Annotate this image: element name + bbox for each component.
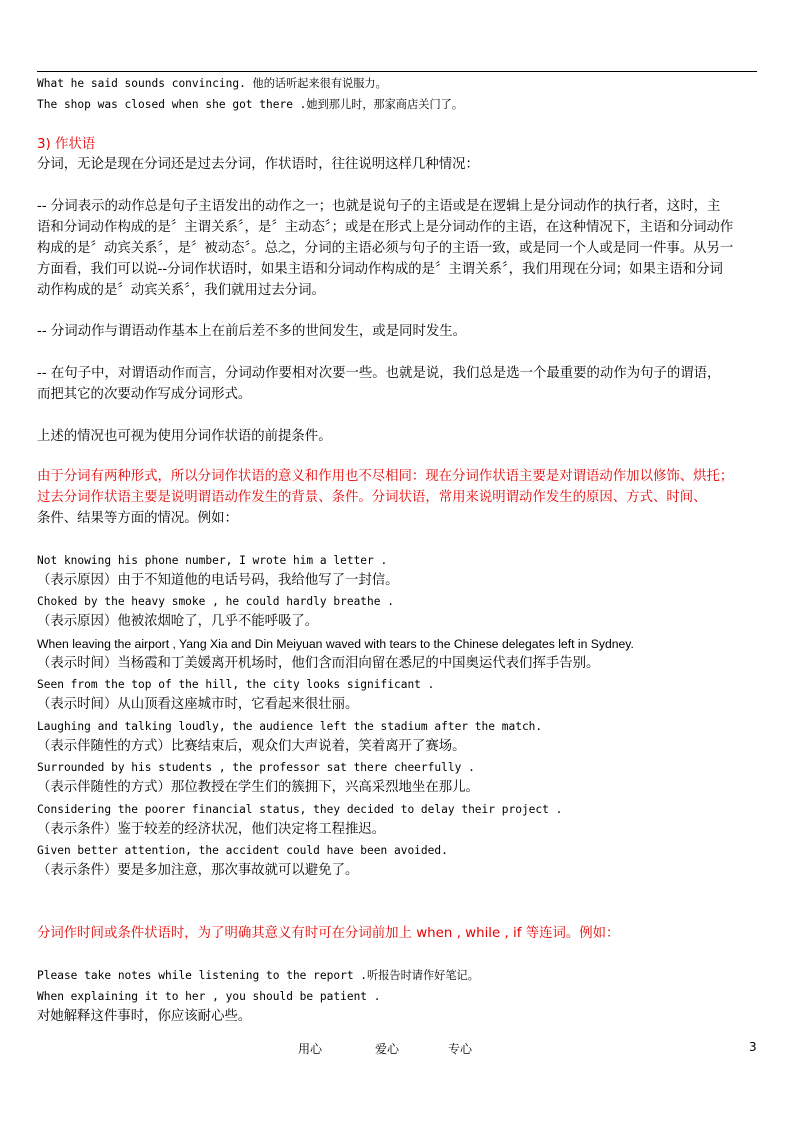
example-sentence: The shop was closed when she got there .她到那儿时，那家商店关门了。	[37, 98, 464, 111]
example-translation: （表示时间）当杨霞和丁美媛离开机场时，他们含而泪向留在悉尼的中国奥运代表们挥手告别。	[37, 656, 600, 671]
example-sentence: Please take notes while listening to the report .听报告时请作好笔记。	[37, 969, 479, 982]
example-translation: （表示伴随性的方式）那位教授在学生们的簇拥下，兴高采烈地坐在那儿。	[37, 780, 479, 795]
paragraph-line: 动作构成的是〞动宾关系〞，我们就用过去分词。	[37, 283, 325, 298]
example-translation: （表示时间）从山顶看这座城市时，它看起来很壮丽。	[37, 697, 359, 712]
example-sentence: What he said sounds convincing. 他的话听起来很有说服力。	[37, 77, 387, 90]
example-sentence: Seen from the top of the hill, the city looks significant .	[37, 678, 435, 691]
paragraph-line: 上述的情况也可视为使用分词作状语的前提条件。	[37, 429, 332, 444]
section-heading: 3) 作状语	[37, 137, 96, 152]
paragraph-line: 方面看，我们可以说--分词作状语时，如果主语和分词动作构成的是〞主谓关系〞，我们用现在分词；如果主语和分词	[37, 262, 723, 277]
header-rule	[37, 71, 757, 72]
example-translation: （表示条件）要是多加注意，那次事故就可以避免了。	[37, 863, 359, 878]
example-translation: 对她解释这件事时，你应该耐心些。	[37, 1009, 252, 1024]
example-sentence: Given better attention, the accident could have been avoided.	[37, 844, 448, 857]
highlight-line: 过去分词作状语主要是说明谓语动作发生的背景、条件。分词状语，常用来说明谓动作发生的原因、方式、时间、	[37, 490, 707, 505]
example-translation: （表示伴随性的方式）比赛结束后，观众们大声说着，笑着离开了赛场。	[37, 739, 466, 754]
example-translation: （表示条件）鉴于较差的经济状况，他们决定将工程推迟。	[37, 822, 386, 837]
example-sentence: When explaining it to her , you should be patient .	[37, 990, 381, 1003]
paragraph-line: -- 分词表示的动作总是句子主语发出的动作之一；也就是说句子的主语或是在逻辑上是分词动作的执行者，这时，主	[37, 199, 721, 214]
paragraph-line: 语和分词动作构成的是〞主谓关系〞，是〞主动态〞；或是在形式上是分词动作的主语，在这种情况下，主语和分词动作	[37, 220, 734, 235]
example-sentence: Not knowing his phone number, I wrote him a letter .	[37, 554, 388, 567]
footer-motto: 爱心	[375, 1042, 400, 1056]
highlight-line: 由于分词有两种形式，所以分词作状语的意义和作用也不尽相同：现在分词作状语主要是对谓语动作加以修饰、烘托；	[37, 469, 734, 484]
footer-motto: 用心	[298, 1042, 323, 1056]
example-translation: （表示原因）他被浓烟呛了，几乎不能呼吸了。	[37, 614, 319, 629]
example-translation: （表示原因）由于不知道他的电话号码，我给他写了一封信。	[37, 573, 399, 588]
example-sentence: Considering the poorer financial status, they decided to delay their project .	[37, 803, 563, 816]
example-sentence: Choked by the heavy smoke , he could hardly breathe .	[37, 595, 394, 608]
paragraph-line: -- 在句子中，对谓语动作而言，分词动作要相对次要一些。也就是说，我们总是选一个最重要的动作为句子的谓语，	[37, 366, 721, 381]
paragraph-line: 构成的是〞动宾关系〞，是〞被动态〞。总之，分词的主语必须与句子的主语一致，或是同一个人或是同一件事。从另一	[37, 241, 734, 256]
page-number: 3	[749, 1040, 757, 1054]
highlight-line: 分词作时间或条件状语时，为了明确其意义有时可在分词前加上 when , while , if 等连词。例如：	[37, 926, 620, 941]
paragraph-line: -- 分词动作与谓语动作基本上在前后差不多的世间发生，或是同时发生。	[37, 324, 467, 339]
paragraph-line: 分词，无论是现在分词还是过去分词，作状语时，往往说明这样几种情况：	[37, 157, 479, 172]
paragraph-line: 条件、结果等方面的情况。例如：	[37, 511, 238, 526]
example-sentence: When leaving the airport , Yang Xia and Din Meiyuan waved with tears to the Chinese delegates left in Sydney.	[37, 637, 634, 651]
example-sentence: Laughing and talking loudly, the audience left the stadium after the match.	[37, 720, 543, 733]
paragraph-line: 而把其它的次要动作写成分词形式。	[37, 387, 252, 402]
example-sentence: Surrounded by his students , the professor sat there cheerfully .	[37, 761, 475, 774]
footer-motto: 专心	[448, 1042, 473, 1056]
